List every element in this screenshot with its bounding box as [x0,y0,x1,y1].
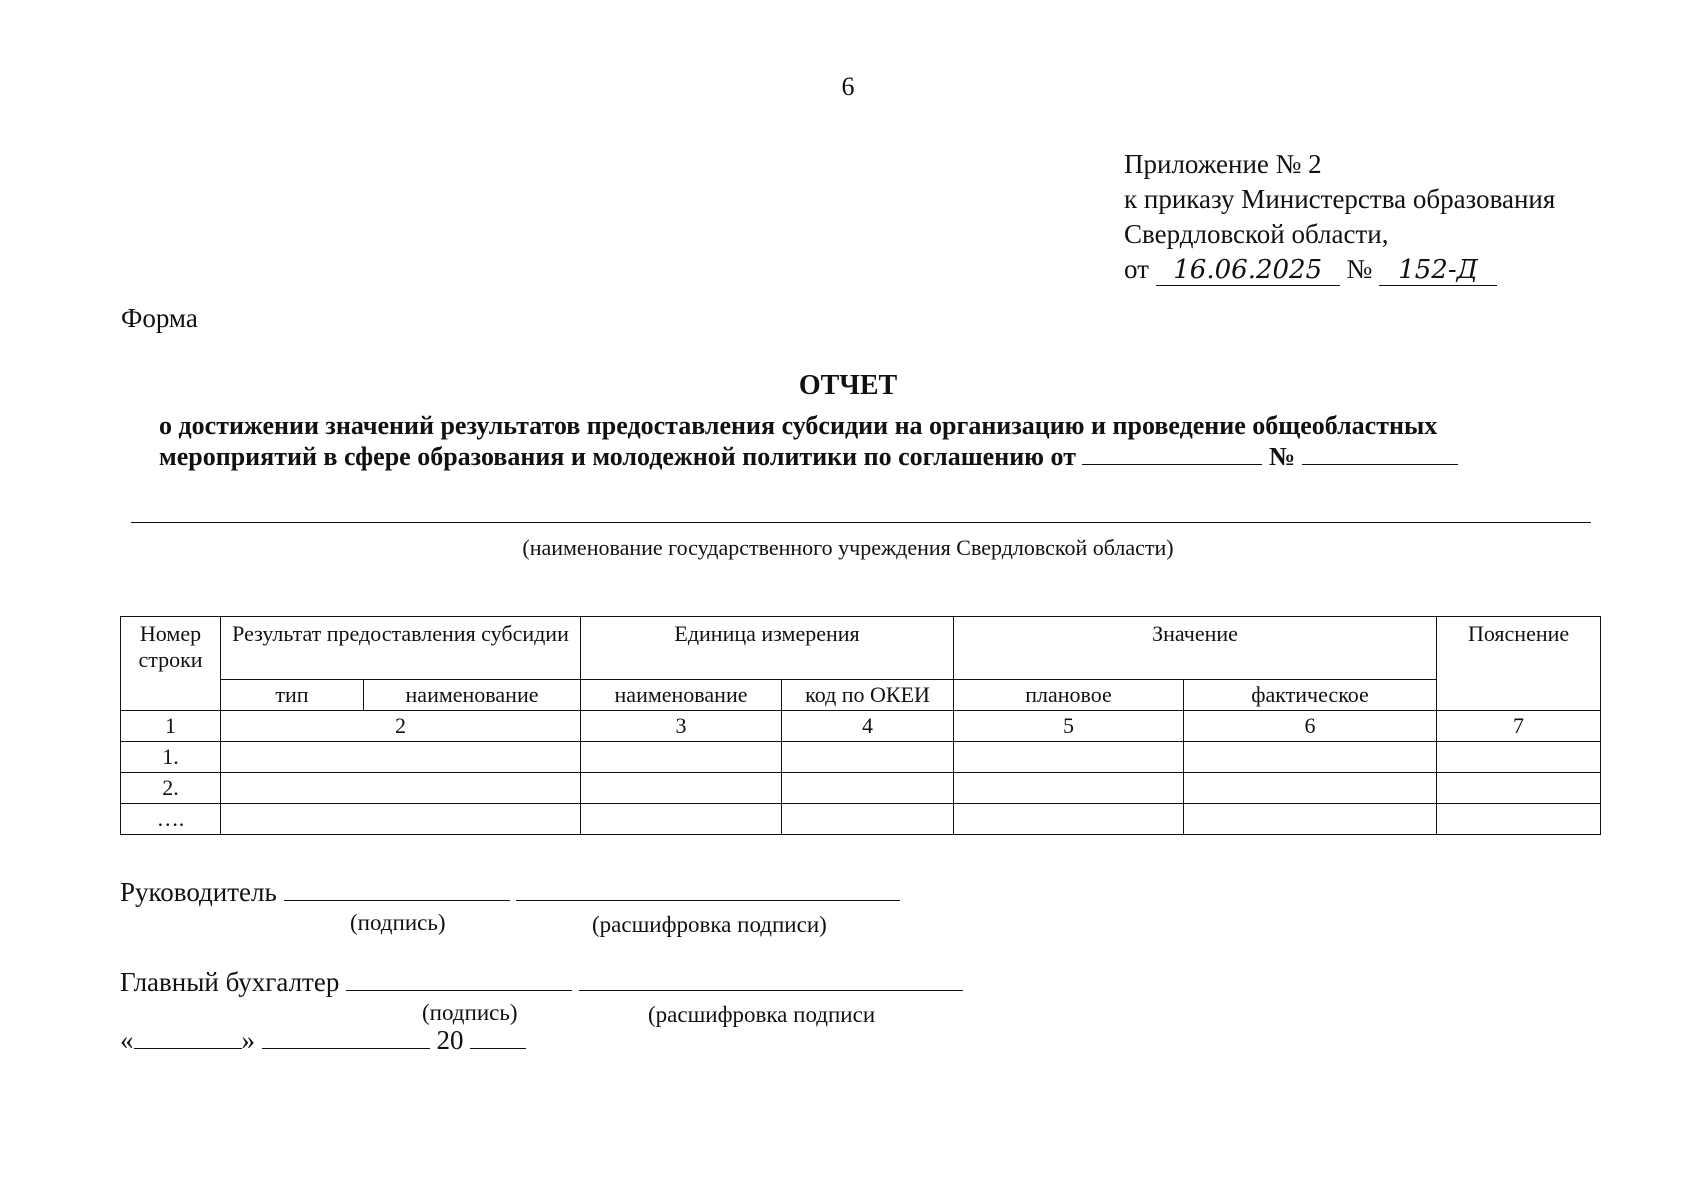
report-subtitle-line2: мероприятий в сфере образования и молодежной политики по соглашению от № [159,441,1458,472]
organization-blank-line[interactable] [131,522,1591,523]
month-blank[interactable] [262,1024,430,1049]
column-number: 6 [1184,711,1437,742]
organization-caption: (наименование государственного учреждения Свердловской области) [522,535,1174,560]
header-unit: Единица измерения [581,617,954,680]
appendix-from-label: от [1124,254,1149,284]
appendix-date-line [1124,252,1555,287]
header-result-type: тип [221,680,364,711]
table-row [121,804,1601,835]
accountant-decode-caption: (расшифровка подписи [648,1002,876,1027]
column-number: 7 [1437,711,1601,742]
header-unit-code: код по ОКЕИ [782,680,954,711]
header-value-planned: плановое [954,680,1184,711]
cell-unit-name[interactable] [581,773,782,804]
accountant-signature-row [120,966,963,998]
column-number: 5 [954,711,1184,742]
accountant-signature-blank[interactable] [346,966,572,991]
cell-unit-code[interactable] [782,742,954,773]
appendix-block [1124,147,1555,287]
cell-result[interactable] [221,742,581,773]
cell-unit-code[interactable] [782,804,954,835]
table-row [121,742,1601,773]
day-blank[interactable] [134,1024,242,1049]
accountant-label: Главный бухгалтер [120,967,340,997]
cell-result[interactable] [221,773,581,804]
appendix-number: 152-Д [1379,255,1497,286]
header-row-number: Номер строки [121,617,221,711]
row-number: 1. [121,742,221,773]
accountant-decode-blank[interactable] [579,966,963,991]
cell-unit-name[interactable] [581,804,782,835]
row-number: …. [121,804,221,835]
table-row [121,773,1601,804]
appendix-order: к приказу Министерства образования [1124,184,1556,214]
cell-planned[interactable] [954,773,1184,804]
row-number: 2. [121,773,221,804]
head-signature-blank[interactable] [284,876,510,901]
head-label: Руководитель [120,877,277,907]
header-value-actual: фактическое [1184,680,1437,711]
cell-note[interactable] [1437,742,1601,773]
cell-unit-name[interactable] [581,742,782,773]
year-blank[interactable] [470,1024,526,1049]
date-close-quote: » [241,1025,255,1055]
header-note: Пояснение [1437,617,1601,711]
year-prefix: 20 [436,1025,464,1055]
column-number: 1 [121,711,221,742]
appendix-number-label: № [1346,254,1373,284]
report-subtitle [159,410,1458,472]
appendix-date: 16.06.2025 [1156,255,1340,286]
cell-note[interactable] [1437,773,1601,804]
header-unit-name: наименование [581,680,782,711]
accountant-sign-caption: (подпись) [422,1000,518,1025]
header-result: Результат предоставления субсидии [221,617,581,680]
agreement-date-blank[interactable] [1082,442,1262,465]
date-open-quote: « [120,1025,134,1055]
date-row [120,1024,526,1056]
cell-result[interactable] [221,804,581,835]
column-number: 4 [782,711,954,742]
cell-note[interactable] [1437,804,1601,835]
report-table [120,616,1601,835]
form-label: Форма [121,303,198,333]
agreement-number-label: № [1268,442,1296,471]
header-result-name: наименование [364,680,581,711]
column-number: 2 [221,711,581,742]
cell-unit-code[interactable] [782,773,954,804]
cell-actual[interactable] [1184,742,1437,773]
appendix-region: Свердловской области, [1124,219,1389,249]
head-decode-blank[interactable] [516,876,900,901]
header-value: Значение [954,617,1437,680]
cell-actual[interactable] [1184,773,1437,804]
report-title: ОТЧЕТ [798,370,898,401]
column-number: 3 [581,711,782,742]
cell-planned[interactable] [954,804,1184,835]
head-decode-caption: (расшифровка подписи) [592,912,827,937]
agreement-number-blank[interactable] [1302,442,1458,465]
page-number: 6 [841,72,855,101]
appendix-title: Приложение № 2 [1124,149,1322,179]
cell-planned[interactable] [954,742,1184,773]
head-signature-row [120,876,900,908]
head-sign-caption: (подпись) [350,910,446,935]
cell-actual[interactable] [1184,804,1437,835]
report-subtitle-line1: о достижении значений результатов предоставления субсидии на организацию и проведение общеобластных [159,411,1438,440]
column-number-row [121,711,1601,742]
